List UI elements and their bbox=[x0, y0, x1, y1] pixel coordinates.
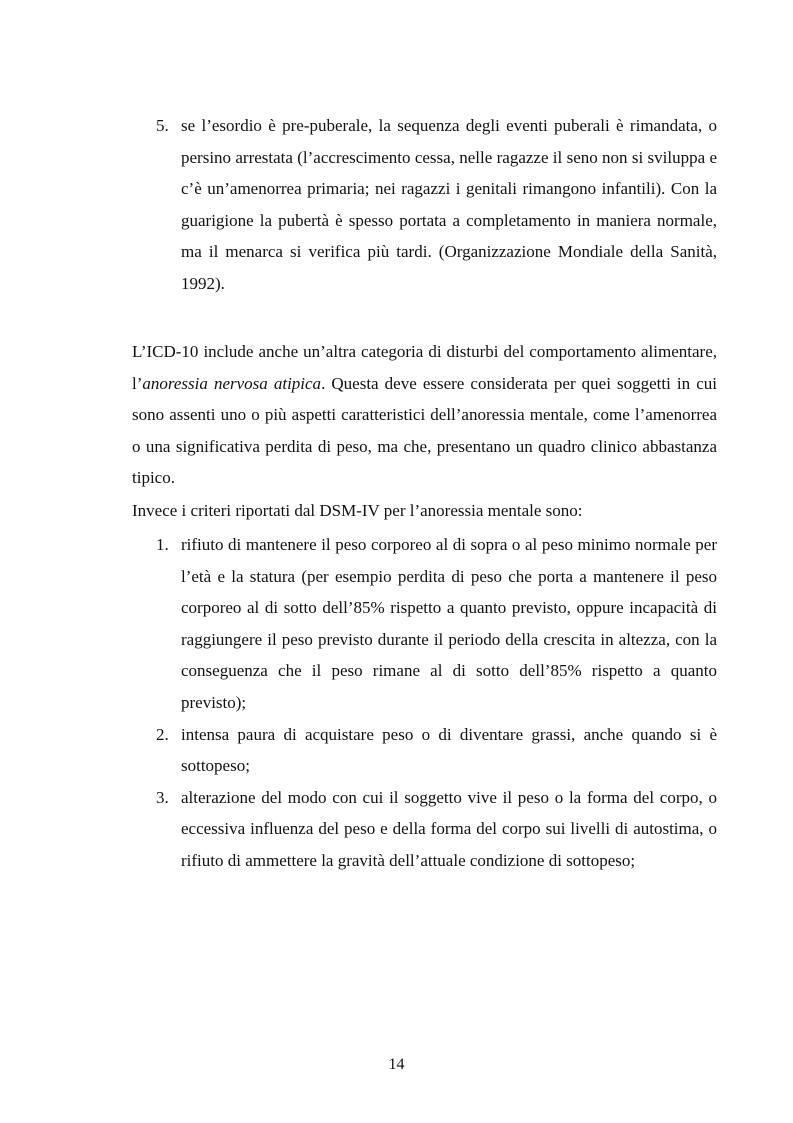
list-item bbox=[0, 529, 717, 719]
list-item bbox=[0, 782, 717, 877]
criteria-list bbox=[0, 529, 793, 877]
list-item-5-block bbox=[0, 110, 793, 300]
paragraph-text-start: L’ICD-10 include anche un’altra categoria di disturbi del comportamento alimentare, l’ bbox=[132, 342, 717, 393]
list-item-number: 2. bbox=[156, 724, 169, 744]
list-item bbox=[0, 110, 717, 300]
paragraph-text-end: . Questa deve essere considerata per quei soggetti in cui sono assenti uno o più aspetti caratteristici dell’anoressia mentale, come l’amenorrea o una significativa perdita di peso, ma che, presentano un quadro clinico abbastanza tipico. bbox=[132, 373, 717, 488]
list-item bbox=[0, 719, 717, 782]
list-item-number: 3. bbox=[156, 787, 169, 807]
list-item-number: 1. bbox=[156, 535, 169, 554]
page-number: 14 bbox=[388, 1056, 405, 1073]
italic-term: anoressia nervosa atipica bbox=[142, 373, 322, 393]
paragraph-dsm-intro: Invece i criteri riportati dal DSM-IV per l’anoressia mentale sono: bbox=[132, 501, 583, 520]
list-item-number: 5. bbox=[156, 116, 169, 135]
list-item-text: alterazione del modo con cui il soggetto vive il peso o la forma del corpo, o eccessiva influenza del peso e della forma del corpo sui livelli di autostima, o rifiuto di ammettere la gravità dell’attuale condizione di sottopeso; bbox=[181, 787, 717, 870]
list-item-text: se l’esordio è pre-puberale, la sequenza degli eventi puberali è rimandata, o persino arrestata (l’accrescimento cessa, nelle ragazze il seno non si sviluppa e c’è un’amenorrea primaria; nei ragazzi i genitali rimangono infantili). Con la guarigione la pubertà è spesso portata a completamento in maniera normale, ma il menarca si verifica più tardi. (Organizzazione Mondiale della Sanità, 1992). bbox=[181, 116, 717, 293]
paragraph-icd10 bbox=[132, 336, 717, 494]
list-item-text: rifiuto di mantenere il peso corporeo al di sopra o al peso minimo normale per l’età e la statura (per esempio perdita di peso che porta a mantenere il peso corporeo al di sotto dell’85% rispetto a quanto previsto, oppure incapacità di raggiungere il peso previsto durante il periodo della crescita in altezza, con la conseguenza che il peso rimane al di sotto dell’85% rispetto a quanto previsto); bbox=[181, 535, 717, 712]
list-item-text: intensa paura di acquistare peso o di diventare grassi, anche quando si è sottopeso; bbox=[181, 724, 717, 776]
